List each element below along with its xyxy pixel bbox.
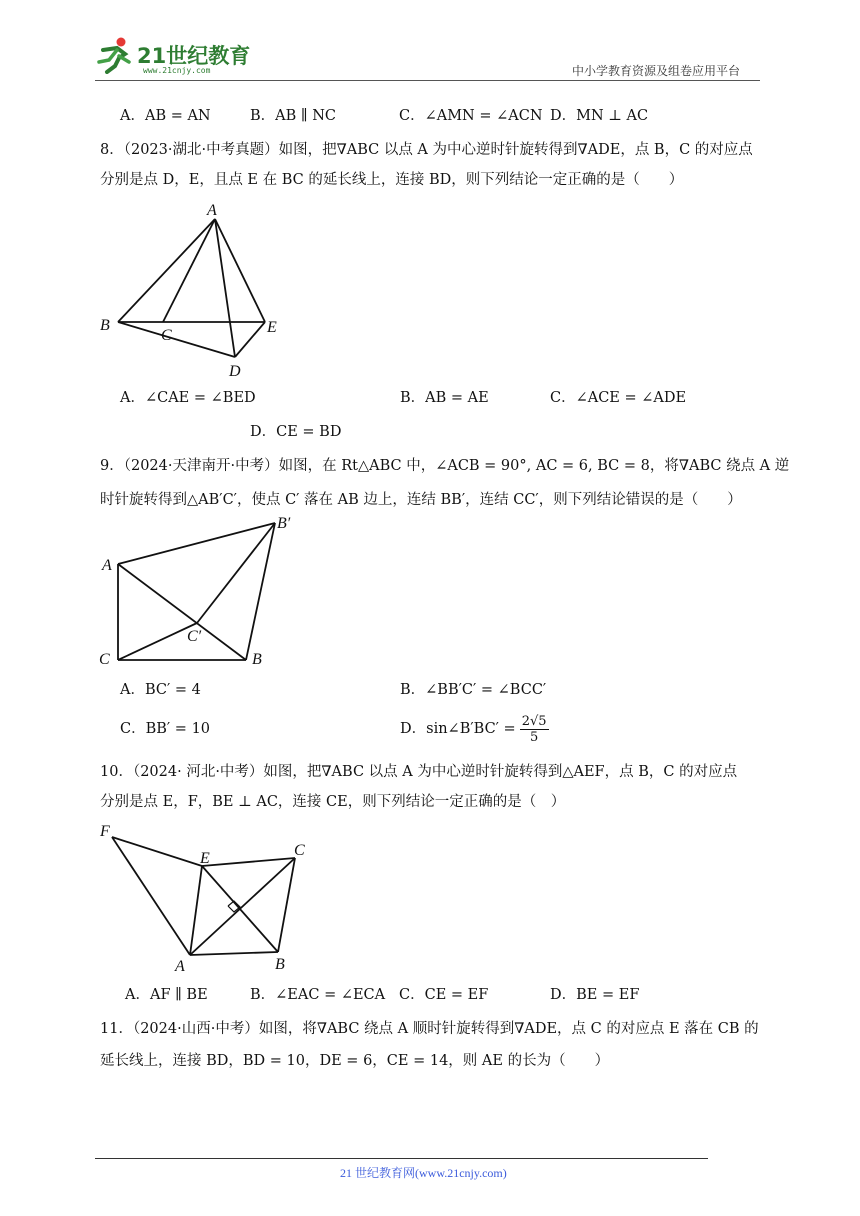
header-logo bbox=[95, 36, 265, 78]
q10-option-b: B．∠EAC = ∠ECA bbox=[250, 987, 386, 1003]
q8-label-b: B bbox=[100, 317, 110, 334]
q8-label-e: E bbox=[267, 319, 277, 336]
q8-option-a: A．∠CAE = ∠BED bbox=[120, 390, 256, 406]
logo-main-text: 21世纪教育 bbox=[137, 44, 251, 68]
q8-figure bbox=[95, 198, 295, 380]
q8-option-b: B．AB = AE bbox=[400, 390, 489, 406]
q9-label-c: C bbox=[99, 651, 110, 668]
q8-label-c: C bbox=[161, 327, 172, 344]
q10-label-c: C bbox=[294, 842, 305, 859]
header-divider bbox=[95, 80, 760, 81]
q10-option-d: D．BE = EF bbox=[550, 987, 640, 1003]
q11-stem-line1: 11．（2024·山西·中考）如图，将∇ABC 绕点 A 顺时针旋转得到∇ADE，点 C 的对应点 E 落在 CB 的 bbox=[100, 1021, 759, 1037]
header-platform-text: 中小学教育资源及组卷应用平台 bbox=[572, 64, 741, 78]
q8-stem-line2: 分别是点 D，E，且点 E 在 BC 的延长线上，连接 BD，则下列结论一定正确的是（ ） bbox=[100, 172, 684, 188]
footer-text: 21 世纪教育网(www.21cnjy.com) bbox=[340, 1166, 507, 1180]
q7-option-d: D．MN ⊥ AC bbox=[550, 108, 649, 124]
q10-label-e: E bbox=[200, 850, 210, 867]
q10-stem-line2: 分别是点 E，F，BE ⊥ AC，连接 CE，则下列结论一定正确的是（ ） bbox=[100, 794, 566, 810]
q9-label-b: B bbox=[252, 651, 262, 668]
q9-option-d-prefix: D．sin∠B′BC′ = bbox=[400, 721, 516, 737]
q8-label-a: A bbox=[207, 202, 217, 219]
q7-option-a: A．AB = AN bbox=[120, 108, 211, 124]
q9-figure bbox=[95, 510, 305, 670]
q10-label-f: F bbox=[100, 823, 110, 840]
logo-url-text: www.21cnjy.com bbox=[143, 66, 211, 75]
q8-option-d: D．CE = BD bbox=[250, 424, 342, 440]
q8-option-c: C．∠ACE = ∠ADE bbox=[550, 390, 687, 406]
q9-option-b: B．∠BB′C′ = ∠BCC′ bbox=[400, 682, 547, 698]
q10-option-a: A．AF ∥ BE bbox=[125, 987, 208, 1003]
q9-option-d-numerator: 2√5 bbox=[521, 713, 547, 729]
q7-option-b: B．AB ∥ NC bbox=[250, 108, 336, 124]
q9-option-c: C．BB′ = 10 bbox=[120, 721, 211, 737]
q10-label-b: B bbox=[275, 956, 285, 973]
footer-divider bbox=[95, 1158, 708, 1159]
q9-option-a: A．BC′ = 4 bbox=[120, 682, 201, 698]
q9-option-d-denominator: 5 bbox=[529, 729, 539, 745]
q9-stem-line1: 9．（2024·天津南开·中考）如图，在 Rt△ABC 中，∠ACB = 90°, AC = 6, BC = 8，将∇ABC 绕点 A 逆 bbox=[100, 458, 790, 474]
q10-option-c: C．CE = EF bbox=[399, 987, 489, 1003]
q9-label-bprime: B′ bbox=[277, 515, 291, 532]
q9-option-d-fraction bbox=[520, 714, 549, 745]
q7-option-c: C．∠AMN = ∠ACN bbox=[399, 108, 543, 124]
q10-figure bbox=[95, 818, 320, 976]
q11-stem-line2: 延长线上，连接 BD，BD = 10，DE = 6，CE = 14，则 AE 的长为（ ） bbox=[100, 1053, 610, 1069]
q9-label-cprime: C′ bbox=[187, 628, 202, 645]
q8-stem-line1: 8．（2023·湖北·中考真题）如图，把∇ABC 以点 A 为中心逆时针旋转得到∇ADE，点 B，C 的对应点 bbox=[100, 142, 753, 158]
q9-option-d bbox=[400, 709, 549, 749]
q10-label-a: A bbox=[175, 958, 185, 975]
runner-logo-icon bbox=[95, 36, 135, 74]
q9-stem-line2: 时针旋转得到△AB′C′，使点 C′ 落在 AB 边上，连结 BB′，连结 CC′，则下列结论错误的是（ ） bbox=[100, 492, 742, 508]
q9-label-a: A bbox=[102, 557, 112, 574]
q10-stem-line1: 10．（2024· 河北·中考）如图，把∇ABC 以点 A 为中心逆时针旋转得到△AEF，点 B，C 的对应点 bbox=[100, 764, 738, 780]
q8-label-d: D bbox=[229, 363, 241, 380]
